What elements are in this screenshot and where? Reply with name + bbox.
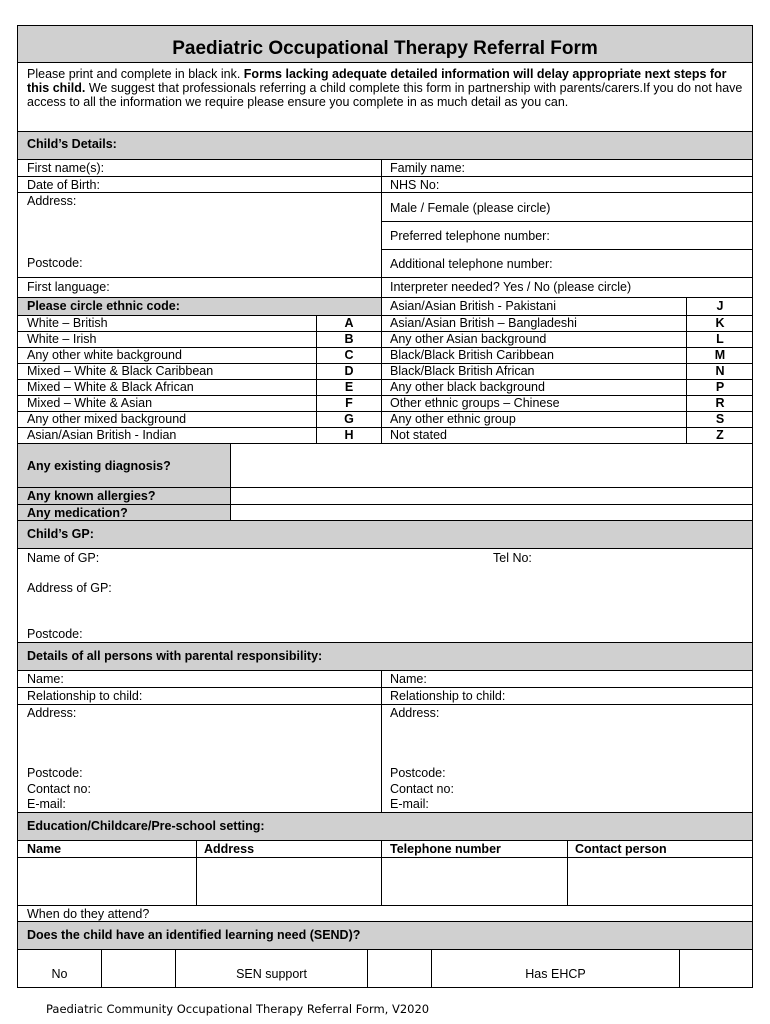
education-name-input[interactable] (18, 858, 196, 905)
child-details-band (18, 132, 752, 159)
education-heading: Education/Childcare/Pre-school setting: (27, 819, 265, 833)
ethnic-label: Other ethnic groups – Chinese (390, 396, 560, 410)
gp-band (18, 521, 752, 548)
gender-field[interactable]: Male / Female (please circle) (390, 201, 551, 215)
ethnic-code[interactable]: G (344, 412, 354, 426)
ethnic-label: Black/Black British African (390, 364, 535, 378)
allergies-input[interactable] (231, 488, 752, 504)
gp-postcode-field[interactable]: Postcode: (27, 627, 83, 641)
education-col-name: Name (27, 842, 62, 856)
medication-input[interactable] (231, 505, 752, 520)
education-address-input[interactable] (197, 858, 381, 905)
send-option-sen-support: SEN support (236, 967, 307, 981)
ethnic-label: Asian/Asian British - Pakistani (390, 299, 557, 313)
ethnic-code[interactable]: Z (716, 428, 724, 442)
ethnic-code[interactable]: L (716, 332, 724, 346)
intro-text: Please print and complete in black ink. Forms lacking adequate detailed information will delay appropriate next steps for this child. We suggest that professionals referring a child complete this form in partnership with parents/carers.If you do not have access to all the information we require please ensure you complete in as much detail as you can. (27, 67, 743, 109)
allergies-label: Any known allergies? (27, 489, 156, 503)
parent2-contact-field[interactable]: Contact no: (390, 782, 454, 796)
ethnic-label: Asian/Asian British - Indian (27, 428, 177, 442)
ethnic-code[interactable]: B (344, 332, 354, 346)
parent1-postcode-field[interactable]: Postcode: (27, 766, 83, 780)
parent1-address-field[interactable]: Address: (27, 706, 77, 720)
parent1-contact-field[interactable]: Contact no: (27, 782, 91, 796)
ethnic-code[interactable]: R (715, 396, 725, 410)
child-details-heading: Child’s Details: (27, 137, 117, 151)
send-sen-support-checkbox[interactable] (368, 950, 431, 988)
education-col-contact: Contact person (575, 842, 667, 856)
parent1-email-field[interactable]: E-mail: (27, 797, 66, 811)
interpreter-field[interactable]: Interpreter needed? Yes / No (please circle) (390, 280, 632, 294)
ethnic-label: Black/Black British Caribbean (390, 348, 554, 362)
send-heading: Does the child have an identified learning need (SEND)? (27, 928, 361, 942)
ethnic-code[interactable]: C (344, 348, 354, 362)
postcode-field[interactable]: Postcode: (27, 256, 83, 270)
parent1-name-field[interactable]: Name: (27, 672, 64, 686)
ethnic-label: White – Irish (27, 332, 97, 346)
nhs-field[interactable]: NHS No: (390, 178, 440, 192)
gp-address-field[interactable]: Address of GP: (27, 581, 112, 595)
parents-heading: Details of all persons with parental responsibility: (27, 649, 323, 663)
gp-name-field[interactable]: Name of GP: (27, 551, 100, 565)
send-no-checkbox[interactable] (102, 950, 175, 988)
ethnic-label: Any other ethnic group (390, 412, 516, 426)
parent2-email-field[interactable]: E-mail: (390, 797, 429, 811)
footer-text: Paediatric Community Occupational Therapy Referral Form, V2020 (46, 1002, 430, 1016)
diagnosis-input[interactable] (231, 444, 752, 487)
page-title: Paediatric Occupational Therapy Referral Form (172, 38, 598, 59)
education-col-telephone: Telephone number (390, 842, 501, 856)
parent1-relationship-field[interactable]: Relationship to child: (27, 689, 143, 703)
address-field[interactable]: Address: (27, 194, 77, 208)
ethnic-label: Mixed – White & Asian (27, 396, 153, 410)
first-name-field[interactable]: First name(s): (27, 161, 105, 175)
gp-heading: Child’s GP: (27, 527, 94, 541)
ethnic-code[interactable]: D (344, 364, 354, 378)
ethnic-code[interactable]: S (715, 412, 725, 426)
education-telephone-input[interactable] (382, 858, 567, 905)
ethnic-code[interactable]: H (344, 428, 354, 442)
dob-field[interactable]: Date of Birth: (27, 178, 100, 192)
first-language-field[interactable]: First language: (27, 280, 110, 294)
ethnic-code[interactable]: E (344, 380, 354, 394)
ethnic-label: Not stated (390, 428, 447, 442)
ethnic-code[interactable]: N (715, 364, 725, 378)
diagnosis-label: Any existing diagnosis? (27, 459, 171, 473)
ethnic-label: Any other mixed background (27, 412, 187, 426)
preferred-telephone-field[interactable]: Preferred telephone number: (390, 229, 550, 243)
ethnic-label: Any other white background (27, 348, 182, 362)
attend-field[interactable]: When do they attend? (27, 907, 150, 921)
ethnic-code[interactable]: A (344, 316, 354, 330)
additional-telephone-field[interactable]: Additional telephone number: (390, 257, 553, 271)
family-name-field[interactable]: Family name: (390, 161, 466, 175)
send-option-no: No (51, 967, 68, 981)
ethnic-label: Any other black background (390, 380, 545, 394)
education-col-address: Address (204, 842, 255, 856)
ethnic-code[interactable]: K (715, 316, 725, 330)
send-option-ehcp: Has EHCP (525, 967, 586, 981)
ethnic-label: Mixed – White & Black Caribbean (27, 364, 214, 378)
parent2-address-field[interactable]: Address: (390, 706, 440, 720)
ethnic-heading: Please circle ethnic code: (27, 299, 180, 313)
ethnic-code[interactable]: J (716, 299, 724, 313)
ethnic-label: Mixed – White & Black African (27, 380, 194, 394)
ethnic-code[interactable]: F (345, 396, 353, 410)
ethnic-code[interactable]: P (715, 380, 725, 394)
medication-label: Any medication? (27, 506, 128, 520)
ethnic-label: Any other Asian background (390, 332, 547, 346)
ethnic-label: Asian/Asian British – Bangladeshi (390, 316, 577, 330)
parent2-relationship-field[interactable]: Relationship to child: (390, 689, 506, 703)
ethnic-label: White – British (27, 316, 108, 330)
parent2-postcode-field[interactable]: Postcode: (390, 766, 446, 780)
gp-tel-field[interactable]: Tel No: (493, 551, 532, 565)
education-contact-input[interactable] (568, 858, 752, 905)
parent2-name-field[interactable]: Name: (390, 672, 427, 686)
ethnic-code[interactable]: M (714, 348, 726, 362)
send-ehcp-checkbox[interactable] (680, 950, 752, 988)
